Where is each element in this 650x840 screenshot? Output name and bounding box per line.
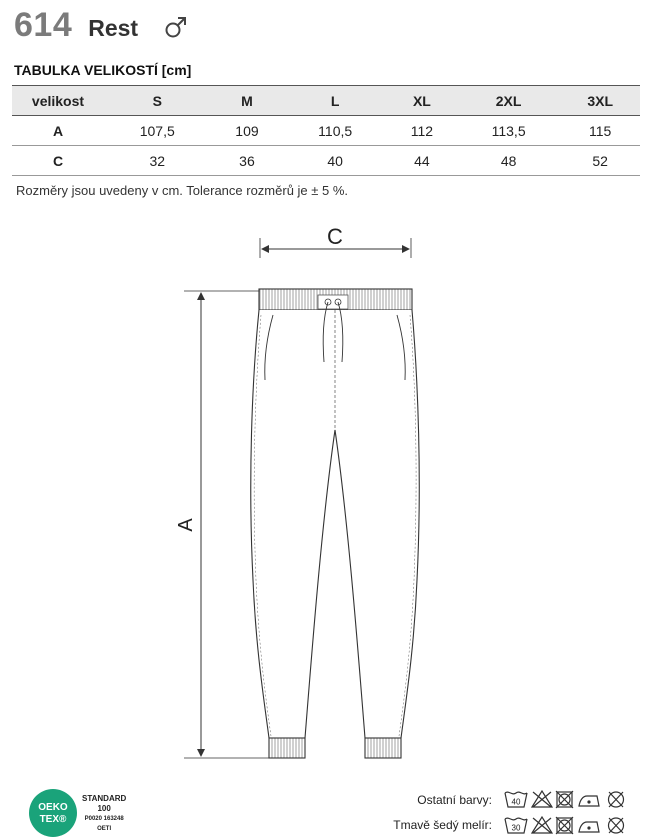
size-table-header-row: [12, 86, 640, 116]
table-cell: 44: [387, 146, 457, 176]
no-tumble-dry-icon: [556, 817, 573, 834]
no-bleach-icon: [532, 791, 552, 807]
dimension-a-label: A: [175, 518, 197, 532]
table-cell: 109: [211, 116, 284, 146]
care-symbols-row: [503, 788, 635, 810]
oeko-tex-logo: [28, 788, 78, 838]
care-symbols-row: [503, 814, 635, 836]
iron-icon: [579, 796, 599, 806]
table-cell: 110,5: [283, 116, 387, 146]
size-table-title: TABULKA VELIKOSTÍ [cm]: [14, 62, 192, 78]
cert-institute: OETI: [97, 826, 112, 832]
wash-temp: 30: [511, 823, 521, 833]
wash-icon: [505, 818, 527, 833]
table-cell: 112: [387, 116, 457, 146]
table-cell: 107,5: [104, 116, 211, 146]
product-header: [14, 6, 138, 50]
table-row: [12, 146, 640, 176]
table-cell: 40: [283, 146, 387, 176]
wash-icon: [505, 792, 527, 807]
no-tumble-dry-icon: [556, 791, 573, 808]
size-header: 2XL: [457, 86, 561, 116]
dimension-c: [260, 224, 411, 258]
pants-diagram: [160, 220, 460, 765]
dimension-c-label: C: [327, 224, 343, 249]
wash-temp: 40: [511, 797, 521, 807]
pants-outline: [251, 289, 419, 758]
corner-label: velikost: [12, 86, 104, 116]
table-cell: 32: [104, 146, 211, 176]
size-header: L: [283, 86, 387, 116]
product-name: Rest: [88, 15, 139, 41]
care-label-dark-grey: Tmavě šedý melír:: [393, 818, 492, 832]
cert-code: P0020 163248: [84, 816, 124, 822]
size-header: 3XL: [560, 86, 640, 116]
no-dry-clean-icon: [609, 818, 624, 833]
table-row: [12, 116, 640, 146]
standard-number: 100: [97, 804, 111, 813]
size-header: M: [211, 86, 284, 116]
row-label: C: [12, 146, 104, 176]
size-header: S: [104, 86, 211, 116]
tolerance-note: Rozměry jsou uvedeny v cm. Tolerance rozměrů je ± 5 %.: [16, 183, 349, 198]
table-cell: 115: [560, 116, 640, 146]
oeko-logo-line2: TEX®: [39, 814, 67, 825]
table-cell: 36: [211, 146, 284, 176]
table-cell: 48: [457, 146, 561, 176]
product-code: 614: [14, 6, 73, 44]
size-table: [12, 85, 640, 176]
no-bleach-icon: [532, 817, 552, 833]
table-cell: 113,5: [457, 116, 561, 146]
care-label-other-colors: Ostatní barvy:: [417, 793, 492, 807]
size-header: XL: [387, 86, 457, 116]
oeko-standard-text: [82, 794, 126, 834]
male-icon: [164, 16, 190, 38]
iron-icon: [579, 822, 599, 832]
oeko-logo-line1: OEKO: [38, 802, 68, 813]
no-dry-clean-icon: [609, 792, 624, 807]
standard-label: STANDARD: [82, 794, 127, 803]
table-cell: 52: [560, 146, 640, 176]
row-label: A: [12, 116, 104, 146]
